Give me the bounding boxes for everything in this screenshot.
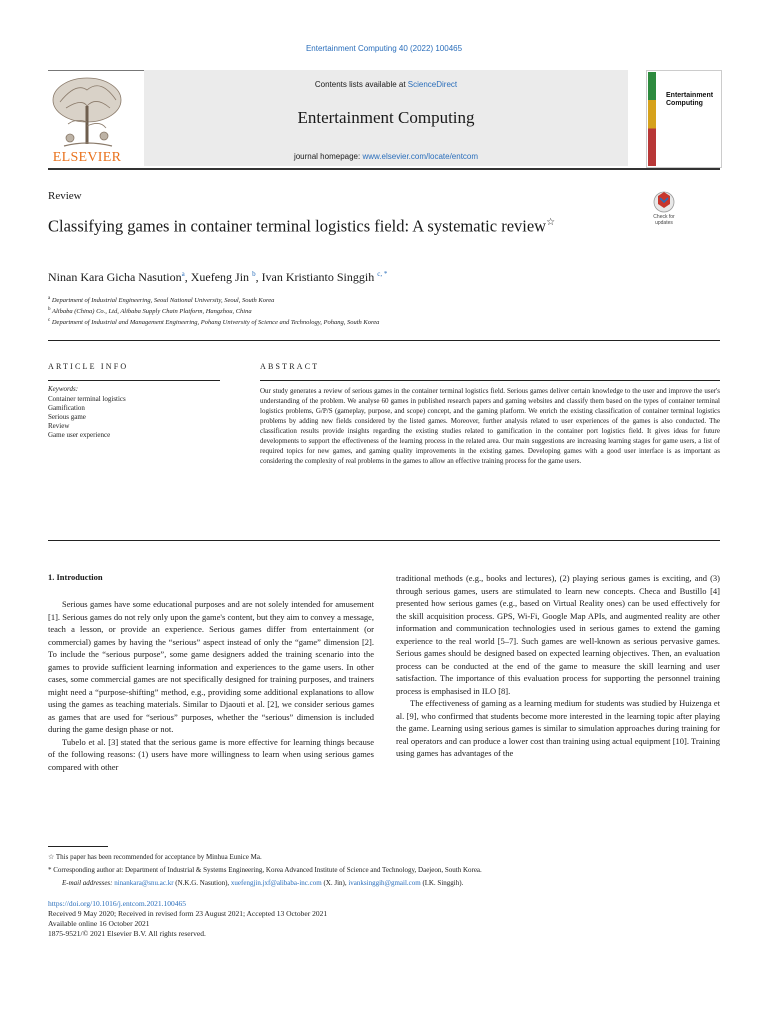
corresponding-author-footnote: * Corresponding author at: Department of Industrial & Systems Engineering, Korea Advanced Institute of Science and Technology, Daejeon, South Korea. xyxy=(48,866,482,874)
keyword-item: Review xyxy=(48,422,70,430)
title-footnote-mark[interactable]: ☆ xyxy=(546,217,556,228)
journal-reference[interactable]: Entertainment Computing 40 (2022) 100465 xyxy=(305,44,463,53)
keyword-item: Container terminal logistics xyxy=(48,395,126,403)
body-paragraph: Tubelo et al. [3] stated that the serious game is more effective for learning things because of the following reasons: (1) users have more willingness to learn when using serious games compared with other xyxy=(48,736,374,772)
body-paragraph: traditional methods (e.g., books and lectures), (2) playing serious games is exciting, and (3) through serious games, users are stimulated to learn new concepts. Checa and Bustillo [4] presented how serious games (e.g., based on Virtual Reality ones) can be used effectively for the skill acquisition process. GPS, Wi-Fi, Google Map APIs, and augmented reality are other information and communication technologies used in serious games to extend the gaming experience to the real world [5–7]. Such games are well-known as serious pervasive games. Serious games should be designed based on expected learning objectives. Then, an evaluation process can be conducted at the end of the game to measure the skill learning and user satisfaction. The importance of this evaluation process for supporting the personnel training process is emphasised in ILO [8]. xyxy=(396,573,720,696)
doi-link[interactable]: https://doi.org/10.1016/j.entcom.2021.100465 xyxy=(48,899,186,908)
body-paragraph: Serious games have some educational purposes and are not solely intended for amusement [1]. Serious games do not rely only upon the game's content, but they aim to convey a message, teach a lesson, or provide an experience. Serious games differ from entertainment (or commercial) games by having the “serious” aspect instead of only the “game” dimension [2]. To include the “serious purpose”, some game designers added the training scenario into the games to provide sufficient learning information and experiences to the game users. In other cases, some commercial games are not specifically designed for training purposes, and trainers might need a “purpose-shifting” method, e.g., providing some additional explanations to allow using the games as teaching materials. Similar to Djaouti et al. [2], we consider serious games as games that are used for “serious” purposes, whether the “serious” dimension is included during the game design phase or not. xyxy=(48,599,374,734)
author-list: Ninan Kara Gicha Nasution$^a$, Xuefeng Jin $^b$, Ivan Kristianto Singgih $^{c, *}$ xyxy=(48,270,388,284)
affiliation-mark: a xyxy=(48,296,51,301)
keyword-item: Serious game xyxy=(48,413,86,421)
journal-cover-thumbnail[interactable] xyxy=(646,70,722,168)
body-paragraph: The effectiveness of gaming as a learning medium for students was studied by Huizenga et al. [9], who confirmed that students become more interested in the learning topic after playing the game. Learning using serious games is similar to simulation approaches during training for real operators and can produce a lower cost than training using actual equipment [10]. Training using games has advantages of the xyxy=(396,698,720,758)
left-column xyxy=(48,598,374,773)
email-link[interactable]: xuefengjin.jxf@alibaba-inc.com xyxy=(230,879,322,887)
affiliation xyxy=(48,307,252,315)
introduction-heading: 1. Introduction xyxy=(48,572,103,582)
article-title xyxy=(48,212,568,238)
header-bottom-rule xyxy=(48,168,720,170)
online-date: Available online 16 October 2021 xyxy=(48,919,150,928)
received-dates: Received 9 May 2020; Received in revised form 23 August 2021; Accepted 13 October 2021 xyxy=(48,909,328,918)
abstract-text: Our study generates a review of serious games in the container terminal logistics field. Serious games deliver certain knowledge to the user and improve the user's understanding of the problem. We analyse 60 games in published research papers and gaming websites and classify them based on the types of container terminal logistics problems, G/P/S (gameplay, purpose, and scope) concept, and the gaming platform. We enrich the existing classification of container terminal logistics problems by adding new fields considered by the listed games. Moreover, further analysis related to user experiences of the games is also conducted. The classification results provide insights regarding the existing studies related to gamification in the container port logistics field. It gives ideas for future developments to support the effectiveness of the learning process in the related area. Our main suggestions are increasing learning stages for game users, a list of required topics for new games, and gaming quality improvements in the existing games. Developing games with a good user interface is as important as considering the complexity of real problems in the games to allow an effective training process for the game users. xyxy=(260,387,720,465)
contents-prefix: Contents lists available at xyxy=(314,80,408,89)
section-divider xyxy=(48,340,720,341)
email-owner: (I.K. Singgih). xyxy=(420,879,464,887)
email-link[interactable]: ivanksinggih@gmail.com xyxy=(348,879,421,887)
right-column xyxy=(396,572,720,760)
homepage-prefix: journal homepage: xyxy=(293,152,363,161)
affiliation xyxy=(48,318,379,326)
affiliation xyxy=(48,296,274,304)
contents-availability xyxy=(144,80,628,89)
abstract-heading: ABSTRACT xyxy=(260,362,320,371)
keywords-list xyxy=(48,395,248,440)
author-affil-mark[interactable]: c, * xyxy=(377,270,388,278)
publication-info xyxy=(48,899,327,939)
publisher-logo-text: ELSEVIER xyxy=(52,150,122,165)
recommendation-footnote: ☆ This paper has been recommended for acceptance by Minhua Eunice Ma. xyxy=(48,853,262,861)
email-link[interactable]: ninankara@snu.ac.kr xyxy=(114,879,174,887)
email-label: E-mail addresses: xyxy=(62,879,115,887)
author-name[interactable]: Xuefeng Jin xyxy=(190,270,250,284)
affiliation-text: Department of Industrial and Management Engineering, Pohang University of Science and Technology, Pohang, South Korea xyxy=(51,319,380,327)
cover-title: Entertainment Computing xyxy=(666,92,714,107)
article-type: Review xyxy=(48,190,82,202)
author-affil-mark[interactable]: a xyxy=(181,270,185,278)
footnote-rule xyxy=(48,846,108,847)
email-owner: (X. Jin), xyxy=(321,879,349,887)
article-info-heading: ARTICLE INFO xyxy=(48,362,129,371)
article-title-text: Classifying games in container terminal logistics field: A systematic review xyxy=(48,216,547,236)
author-name[interactable]: Ivan Kristianto Singgih xyxy=(261,270,375,284)
cover-color-stripe xyxy=(648,72,656,166)
homepage-link[interactable]: www.elsevier.com/locate/entcom xyxy=(362,152,479,161)
affiliation-mark: b xyxy=(48,307,51,312)
keywords-label: Keywords: xyxy=(48,385,79,393)
affiliation-text: Alibaba (China) Co., Ltd, Alibaba Supply Chain Platform, Hangzhou, China xyxy=(52,308,252,316)
keyword-item: Gamification xyxy=(48,404,85,412)
email-owner: (N.K.G. Nasution), xyxy=(173,879,231,887)
article-info-rule xyxy=(48,380,220,381)
abstract-rule xyxy=(260,380,720,381)
author-name[interactable]: Ninan Kara Gicha Nasution xyxy=(48,270,182,284)
affiliation-text: Department of Industrial Engineering, Seoul National University, Seoul, South Korea xyxy=(51,297,275,305)
affiliation-mark: c xyxy=(48,318,51,323)
keyword-item: Game user experience xyxy=(48,431,111,439)
author-affil-mark[interactable]: b xyxy=(252,270,256,278)
copyright-line: 1875-9521/© 2021 Elsevier B.V. All rights reserved. xyxy=(48,929,206,938)
body-divider xyxy=(48,540,720,541)
sciencedirect-link[interactable]: ScienceDirect xyxy=(407,80,458,89)
check-for-updates-label[interactable]: Check for updates xyxy=(653,214,675,226)
journal-homepage xyxy=(144,152,628,161)
journal-title: Entertainment Computing xyxy=(297,108,475,127)
email-footnote xyxy=(62,879,463,887)
